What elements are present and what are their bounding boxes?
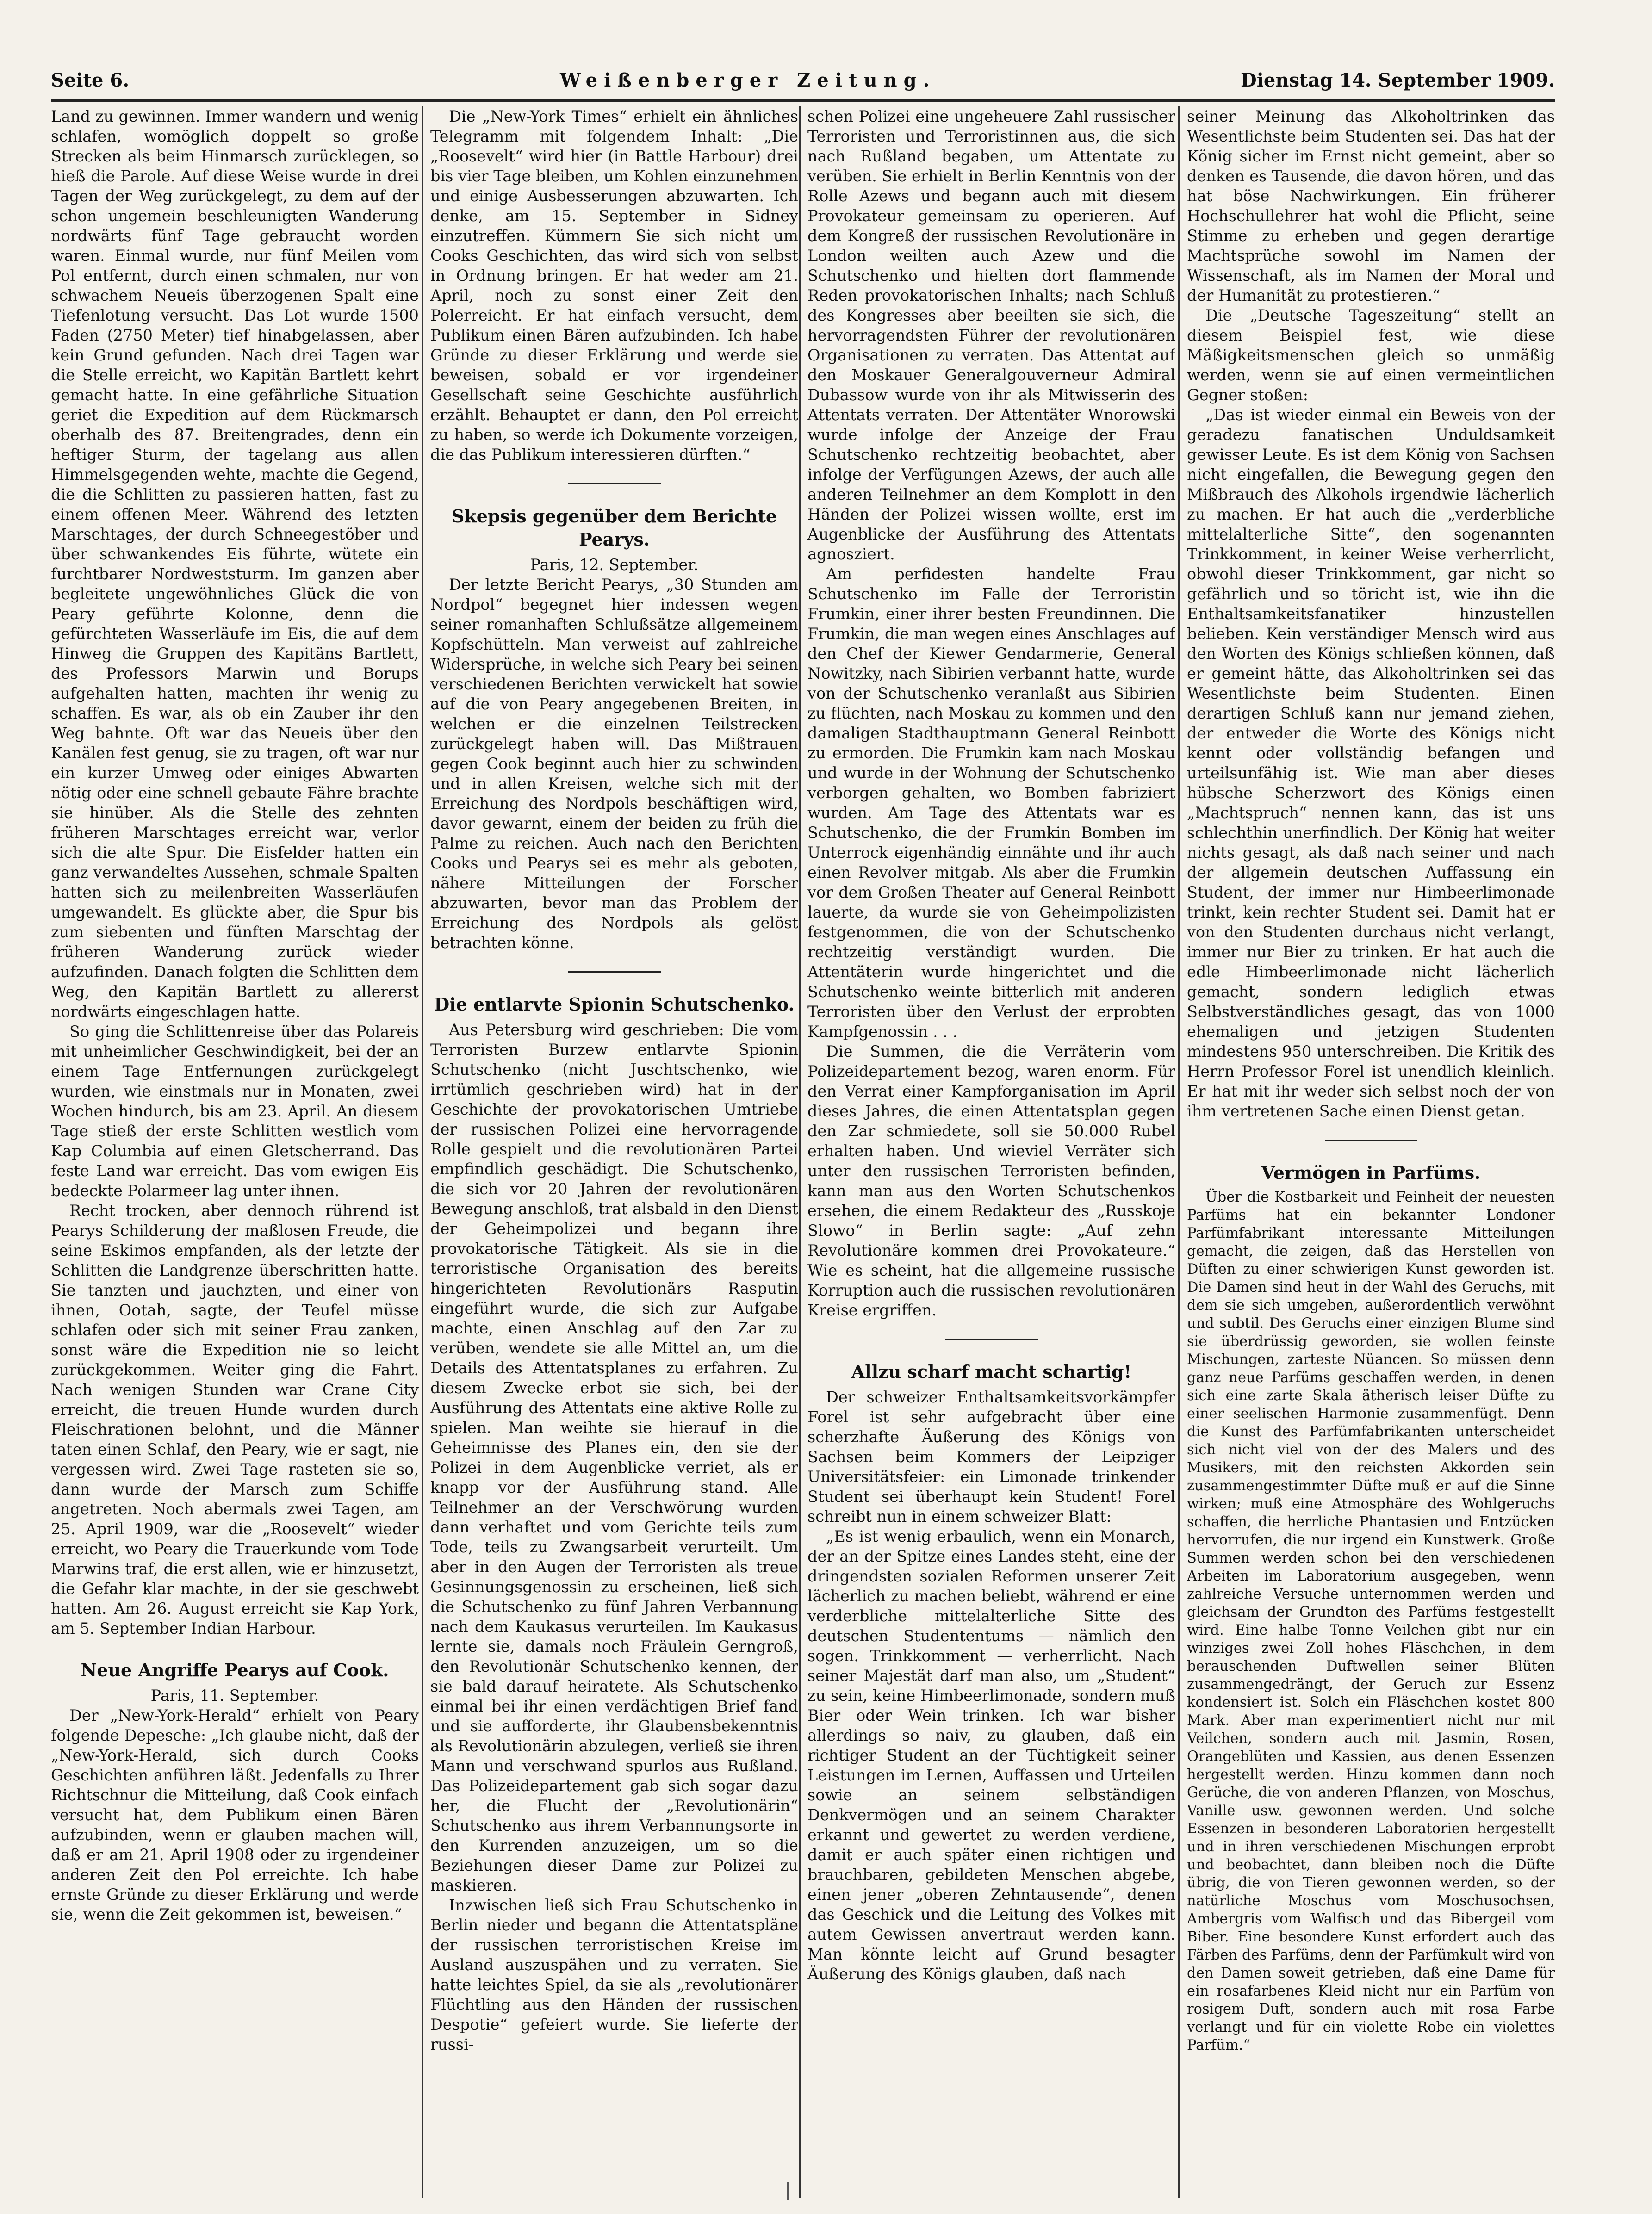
section-separator (1325, 1140, 1417, 1141)
article-dateline: Paris, 11. September. (150, 1687, 319, 1705)
article-paragraph: Inzwischen ließ sich Frau Schutschenko in Berlin nieder und begann die Attentatspläne der russischen terroristischen Kreise im Ausland auszuspähen und zu verraten. Sie hatte leichtes Spiel, da sie als „revolutionärer Flüchtling aus den Händen der russischen Despotie“ gefeiert wurde. Sie lieferte der russi- (430, 1896, 798, 2053)
header-divider (51, 99, 1555, 102)
article-paragraph: So ging die Schlittenreise über das Polareis mit unheimlicher Geschwindigkeit, bei der an einem Tage Entfernungen zurückgelegt wurden, wie einstmals nur in Monaten, zwei Wochen hindurch, bis am 23. April. An diesem Tage stieß der erste Schlitten westlich vom Kap Columbia auf einen Gletscherrand. Das feste Land war erreicht. Das vom ewigen Eis bedeckte Polarmeer lag unter ihnen. (51, 1023, 419, 1200)
section-separator (568, 971, 661, 973)
article-headline: Neue Angriffe Pearys auf Cook. (81, 1660, 389, 1681)
article-paragraph: „Es ist wenig erbaulich, wenn ein Monarch, der an der Spitze eines Landes steht, eine der dringendsten sozialen Reformen unserer Zeit lächerlich zu machen beliebt, während er eine verderbliche mittelalterliche Sitte des deutschen Studententums — nämlich den sogen. Trinkkomment — verherrlicht. Nach seiner Majestät darf man also, um „Student“ zu sein, keine Himbeerlimonade, sondern muß Bier oder Wein trinken. Ich war bisher allerdings so naiv, zu glauben, daß ein richtiger Student an der Tüchtigkeit seiner Leistungen im Lernen, Auffassen und Urteilen sowie an seinem selbständigen Denkvermögen und an seinem Charakter erkannt und gewertet zu werden verdiene, damit er auch später einen richtigen und brauchbaren, gebildeten Menschen abgebe, einen jener „oberen Zehntausende“, denen das Geschick und die Leitung des Volkes mit autem Gewissen anvertraut werden kann. Man könnte leicht auf Grund besagter Äußerung des Königs glauben, daß nach (807, 1527, 1175, 1983)
article-paragraph: „Das ist wieder einmal ein Beweis von der geradezu fanatischen Unduldsamkeit gewisser Leute. Es ist dem König von Sachsen nicht eingefallen, die Bewegung gegen den Mißbrauch des Alkohols irgendwie lächerlich zu machen. Er hat auch die „verderbliche mittelalterliche Sitte“, den sogenannten Trinkkomment, in keiner Weise verherrlicht, obwohl dieser Trinkkomment, gar nicht so gefährlich und so töricht ist, wie ihn die Enthaltsamkeitsfanatiker hinzustellen belieben. Kein verständiger Mensch wird aus den Worten des Königs schließen können, daß er gemeint hätte, das Alkoholtrinken sei das Wesentlichste beim Studenten. Einen derartigen Schluß kann nur jemand ziehen, der entweder die Worte des Königs nicht kennt oder vollständig befangen und urteilsunfähig ist. Wie man aber dieses hübsche Scherzwort des Königs einen „Machtspruch“ nennen kann, das ist uns schlechthin unerfindlich. Der König hat weiter nichts gesagt, als daß nach seiner und nach der allgemein deutschen Auffassung ein Student, der immer nur Himbeerlimonade trinkt, kein rechter Student sei. Damit hat er von den Studenten durchaus nicht verlangt, immer nur Bier zu trinken. Er hat auch die edle Himbeerlimonade nicht lächerlich gemacht, sondern lediglich etwas Selbstverständliches gesagt, das von 1000 ehemaligen und jetzigen Studenten mindestens 950 unterschreiben. Die Kritik des Herrn Professor Forel ist unendlich kleinlich. Er hat mit ihr weder sich selbst noch der von ihm vertretenen Sache einen Dienst getan. (1187, 406, 1555, 1120)
article-paragraph: Der schweizer Enthaltsamkeitsvorkämpfer Forel ist sehr aufgebracht über eine scherzhafte Äußerung des Königs von Sachsen beim Kommers der Leipziger Universitätsfeier: ein Limonade trinkender Student sei überhaupt kein Student! Forel schreibt nun in einem schweizer Blatt: (807, 1388, 1175, 1526)
article-headline: Die entlarvte Spionin Schutschenko. (434, 994, 795, 1015)
section-separator (945, 1339, 1038, 1340)
page-number: Seite 6. (51, 69, 130, 91)
column-divider (799, 106, 801, 2198)
article-paragraph: Aus Petersburg wird geschrieben: Die vom Terroristen Burzew entlarvte Spionin Schutschenko (nicht Juschtschenko, wie irrtümlich geschrieben wird) hat in der Geschichte der provokatorischen Umtriebe der russischen Polizei eine hervorragende Rolle gespielt und die revolutionären Partei empfindlich geschädigt. Die Schutschenko, die sich vor 20 Jahren der revolutionären Bewegung anschloß, trat alsbald in den Dienst der Geheimpolizei und begann ihre provokatorische Tätigkeit. Als sie in die terroristische Organisation des bereits hingerichteten Revolutionärs Rasputin eingeführt wurde, die sich zur Aufgabe machte, einen Anschlag auf den Zar zu verüben, wendete sie alle Mittel an, um die Details des Attentatsplanes zu erfahren. Zu diesem Zwecke erbot sie sich, bei der Ausführung des Attentats eine aktive Rolle zu spielen. Man weihte sie hierauf in die Geheimnisse des Planes ein, den sie der Polizei in dem Augenblicke verriet, als er knapp vor der Ausführung stand. Alle Teilnehmer an der Verschwörung wurden dann verhaftet und vom Gerichte teils zum Tode, teils zu Zwangsarbeit verurteilt. Um aber in den Augen der Terroristen als treue Gesinnungsgenossin zu erscheinen, ließ sich die Schutschenko zu fünf Jahren Verbannung nach dem Kaukasus verurteilen. Im Kaukasus lernte sie, damals noch Fräulein Gerngroß, den Revolutionär Schutschenko kennen, der sie bald darauf heiratete. Als Schutschenko einmal bei ihr einen verdächtigen Brief fand und sie aufforderte, ihr Glaubensbekenntnis als Revolutionärin abzulegen, verließ sie ihren Mann und verschwand spurlos aus Rußland. Das Polizeidepartement gab sich sogar dazu her, die Flucht der „Revolutionärin“ Schutschenko aus ihrem Verbannungsorte in den Kurrenden anzuzeigen, um so die Beziehungen dieser Dame zur Polizei zu maskieren. (430, 1021, 798, 1894)
section-separator (568, 483, 661, 484)
article-headline: Vermögen in Parfüms. (1261, 1162, 1481, 1183)
article-paragraph: Am perfidesten handelte Frau Schutschenko im Falle der Terroristin Frumkin, einer ihrer besten Freundinnen. Die Frumkin, die man wegen eines Anschlages auf den Chef der Kiewer Gendarmerie, General Nowitzky, nach Sibirien verbannt hatte, wurde von der Schutschenko veranlaßt aus Sibirien zu flüchten, nach Moskau zu kommen und den damaligen Stadthauptmann General Reinbott zu ermorden. Die Frumkin kam nach Moskau und wurde in der Wohnung der Schutschenko verborgen gehalten, wo Bomben fabriziert wurden. Am Tage des Attentats war es Schutschenko, die der Frumkin Bomben im Unterrock eigenhändig einnähte und ihr auch einen Revolver mitgab. Als aber die Frumkin vor dem Großen Theater auf General Reinbott lauerte, da wurde sie von Geheimpolizisten festgenommen, die von der Schutschenko rechtzeitig verständigt wurden. Die Attentäterin wurde hingerichtet und die Schutschenko weinte bitterlich mit anderen Terroristen über den Verlust der erprobten Kampfgenossin . . . (807, 565, 1175, 1041)
article-paragraph: Recht trocken, aber dennoch rührend ist Pearys Schilderung der maßlosen Freude, die seine Eskimos empfanden, als der letzte der Schlitten die Landgrenze überschritten hatte. Sie tanzten und jauchzten, und einer von ihnen, Ootah, sagte, der Teufel müsse schlafen oder sich mit seiner Frau zanken, sonst wäre die Expedition nie so leicht zurückgekommen. Weiter ging die Fahrt. Nach wenigen Stunden war Crane City erreicht, die treuen Hunde wurden durch Fleischrationen belohnt, und die Männer taten einen Schlaf, den Peary, wie er sagt, nie vergessen wird. Zwei Tage rasteten sie so, dann wurde der Marsch zum Schiffe angetreten. Noch abermals zwei Tagen, am 25. April 1909, war die „Roosevelt“ wieder erreicht, wo Peary die Trauerkunde vom Tode Marwins traf, die erst allen, wie er hinzusetzt, die Gefahr klar machte, in der sie geschwebt hatten. Am 26. August erreicht sie Kap York, am 5. September Indian Harbour. (51, 1202, 419, 1637)
article-paragraph: Über die Kostbarkeit und Feinheit der neuesten Parfüms hat ein bekannter Londoner Parfümfabrikant interessante Mitteilungen gemacht, die zeigen, daß das Herstellen von Düften zu einer schwierigen Kunst geworden ist. Die Damen sind heut in der Wahl des Geruchs, mit dem sie sich umgeben, außerordentlich verwöhnt und subtil. Des Geruchs einer einzigen Blume sind sie überdrüssig geworden, sie wollen feinste Mischungen, zarteste Nüancen. So müssen denn ganz neue Parfüms geschaffen werden, in denen sich eine zarte Skala ätherisch leiser Düfte zu einer seelischen Harmonie zusammenfügt. Denn die Kunst des Parfümfabrikanten unterscheidet sich nicht viel von der des Malers und des Musikers, mit den reichsten Akkorden sein zusammengestimmter Düfte muß er auf die Sinne wirken; muß eine Atmosphäre des Wohlgeruchs schaffen, die herrliche Phantasien und Entzücken hervorrufen, die nur irgend ein Kunstwerk. Große Summen werden schon bei den verschiedenen Arbeiten im Laboratorium ausgegeben, wenn zahlreiche Versuche unternommen werden und gleichsam der Grundton des Parfüms festgestellt wird. Eine halbe Tonne Veilchen gibt nur ein winziges zwei Zoll hohes Fläschchen, in dem berauschenden Duftwellen seiner Blüten zusammengedrängt, der Geruch zur Essenz kondensiert ist. Solch ein Fläschchen kostet 800 Mark. Aber man experimentiert nicht nur mit Veilchen, sondern auch mit Jasmin, Rosen, Orangeblüten und Kassien, aus denen Essenzen hergestellt werden. Hinzu kommen dann noch Gerüche, die von anderen Pflanzen, von Moschus, Vanille usw. gewonnen werden. Und solche Essenzen in besonderen Laboratorien hergestellt und in ihren verschiedenen Mischungen erprobt und beobachtet, dann bleiben noch die Düfte übrig, die von Tieren gewonnen werden, so der natürliche Moschus vom Moschusochsen, Ambergris vom Walfisch und das Bibergeil vom Biber. Eine besondere Kunst erfordert auch das Färben des Parfüms, denn der Parfümkult wird von den Damen soweit getrieben, daß eine Dame für ein rosafarbenes Kleid nicht nur ein Parfüm von rosigem Duft, sondern auch mit rosa Farbe verlangt und für ein violette Robe ein violettes Parfüm.“ (1187, 1189, 1555, 2053)
column-3 (807, 106, 1175, 2198)
column-divider (422, 106, 423, 2198)
page-header (51, 69, 1555, 97)
newspaper-title: Weißenberger Zeitung. (560, 69, 936, 91)
article-paragraph: Die Summen, die die Verräterin vom Polizeidepartement bezog, waren enorm. Für den Verrat einer Kampforganisation im April dieses Jahres, die einen Attentatsplan gegen den Zar schmiedete, soll sie 50.000 Rubel erhalten haben. Und wieviel Verräter sich unter den russischen Terroristen befinden, kann man aus den Worten Schutschenkos ersehen, die einem Redakteur des „Russkoje Slowo“ in Berlin sagte: „Auf zehn Revolutionäre kommen drei Provokateure.“ Wie es scheint, hat die allgemeine russische Korruption auch die russischen revolutionären Kreise ergriffen. (807, 1042, 1175, 1319)
issue-date: Dienstag 14. September 1909. (1241, 69, 1555, 91)
article-paragraph: Die „Deutsche Tageszeitung“ stellt an diesem Beispiel fest, wie diese Mäßigkeitsmenschen gleich so unmäßig werden, wenn sie auf einen vermeintlichen Gegner stoßen: (1187, 306, 1555, 404)
column-2 (430, 106, 798, 2198)
article-dateline: Paris, 12. September. (530, 556, 699, 574)
article-headline: Skepsis gegenüber dem Berichte Pearys. (451, 506, 777, 550)
article-paragraph: Die „New-York Times“ erhielt ein ähnliches Telegramm mit folgendem Inhalt: „Die „Roosevelt“ wird hier (in Battle Harbour) drei bis vier Tage bleiben, um Kohlen einzunehmen und einige Ausbesserungen abzuwarten. Ich denke, am 15. September in Sidney einzutreffen. Kümmern Sie sich nicht um Cooks Geschichten, das wird sich von selbst in Ordnung bringen. Er hat weder am 21. April, noch zu sonst einer Zeit den Polerreicht. Er hat einfach versucht, dem Publikum einen Bären aufzubinden. Ich habe Gründe zu dieser Erklärung und werde sie beweisen, sobald er vor irgendeiner Gesellschaft seine Geschichte ausführlich erzählt. Behauptet er dann, den Pol erreicht zu haben, so werde ich Dokumente vorzeigen, die das Publikum interessieren dürften.“ (430, 107, 798, 464)
article-paragraph: schen Polizei eine ungeheuere Zahl russischer Terroristen und Terroristinnen aus, die sich nach Rußland begaben, um Attentate zu verüben. Sie erhielt in Berlin Kenntnis von der Rolle Azews und begann auch mit diesem Provokateur gemeinsam zu operieren. Auf dem Kongreß der russischen Revolutionäre in London weilten auch Azew und die Schutschenko und hielten dort flammende Reden provokatorischen Inhalts; nach Schluß des Kongresses aber beeilten sie sich, die hervorragendsten Führer der revolutionären Organisationen zu verraten. Das Attentat auf den Moskauer Generalgouverneur Admiral Dubassow wurde von ihr als Mitwisserin des Attentats verraten. Der Attentäter Wnorowski wurde infolge der Anzeige der Frau Schutschenko rechtzeitig beobachtet, aber infolge der Verfügungen Azews, der auch alle anderen Teilnehmer an dem Komplott in den Händen der Polizei wissen wollte, erst im Augenblicke der Ausführung des Attentats agnosziert. (807, 107, 1175, 563)
article-paragraph: Der letzte Bericht Pearys, „30 Stunden am Nordpol“ begegnet hier indessen wegen seiner romanhaften Schlußsätze allgemeinem Kopfschütteln. Man verweist auf zahlreiche Widersprüche, in welche sich Peary bei seinen verschiedenen Berichten verwickelt hat sowie auf die von Peary angegebenen Breiten, in welchen er die einzelnen Teilstrecken zurückgelegt haben will. Das Mißtrauen gegen Cook beginnt auch hier zu schwinden und in allen Kreisen, welche sich mit der Erreichung des Nordpols beschäftigen wird, davor gewarnt, einem der beiden zu früh die Palme zu reichen. Auch nach den Berichten Cooks und Pearys sei es mehr als geboten, nähere Mitteilungen der Forscher abzuwarten, bevor man das Problem der Erreichung des Nordpols als gelöst betrachten könne. (430, 576, 798, 952)
article-paragraph: Der „New-York-Herald“ erhielt von Peary folgende Depesche: „Ich glaube nicht, daß der „New-York-Herald, sich durch Cooks Geschichten anführen läßt. Jedenfalls zu Ihrer Richtschnur die Mitteilung, daß Cook einfach versucht hat, dem Publikum einen Bären aufzubinden, wenn er glauben machen will, daß er am 21. April 1908 oder zu irgendeiner anderen Zeit den Pol erreichte. Ich habe ernste Gründe zu dieser Erklärung und werde sie, wenn die Zeit gekommen ist, beweisen.“ (51, 1706, 419, 1923)
page-footer-mark (787, 2182, 789, 2200)
article-paragraph: Land zu gewinnen. Immer wandern und wenig schlafen, womöglich doppelt so große Strecken als beim Hinmarsch zurücklegen, so hieß die Parole. Auf diese Weise wurde in drei Tagen der Weg zurückgelegt, zu dem auf der schon ungemein beschleunigten Wanderung nordwärts fünf Tage gebraucht worden waren. Einmal wurde, nur fünf Meilen vom Pol entfernt, durch einen schmalen, nur von schwachem Neueis überzogenen Spalt eine Tiefenlotung versucht. Das Lot wurde 1500 Faden (2750 Meter) tief hinabgelassen, aber kein Grund gefunden. Nach drei Tagen war die Stelle erreicht, wo Kapitän Bartlett kehrt gemacht hatte. In eine gefährliche Situation geriet die Expedition auf dem Rückmarsch oberhalb des 87. Breitengrades, denn ein heftiger Sturm, der tagelang aus allen Himmelsgegenden wehte, machte die Gegend, die die Schlitten zu passieren hatten, fast zu einem offenen Meer. Während des letzten Marschtages, der durch Schneegestöber und über schwankendes Eis führte, wütete ein furchtbarer Nordweststurm. Im ganzen aber begleitete ungewöhnliches Glück die von Peary geführte Kolonne, denn die gefürchteten Wasserläufe im Eis, die auf dem Hinweg die Gruppen des Kapitäns Bartlett, des Professors Marwin und Borups aufgehalten hatten, machten ihr wenig zu schaffen. Es war, als ob ein Zauber ihr den Weg bahnte. Oft war das Neueis über den Kanälen fest genug, sie zu tragen, oft war nur ein kurzer Umweg oder einiges Abwarten nötig oder eine schnell gebaute Fähre brachte sie hinüber. Als die Stelle des zehnten früheren Marschtages erreicht war, verlor sich die alte Spur. Die Eisfelder hatten ein ganz verwandeltes Aussehen, schmale Spalten hatten sich zu meilenbreiten Wasserläufen umgewandelt. Es glückte aber, die Spur bis zum siebenten und fünften Marschtag der früheren Wanderung zurück wieder aufzufinden. Danach folgten die Schlitten dem Weg, den Kapitän Bartlett zu allererst nordwärts eingeschlagen hatte. (51, 107, 419, 1021)
column-1 (51, 106, 419, 2198)
column-divider (1178, 106, 1180, 2198)
article-headline: Allzu scharf macht schartig! (851, 1361, 1132, 1382)
article-paragraph: seiner Meinung das Alkoholtrinken das Wesentlichste beim Studenten sei. Das hat der König sicher im Ernst nicht gemeint, aber so denken es Tausende, die davon hören, und das hat böse Nachwirkungen. Ein früherer Hochschullehrer hat wohl die Pflicht, seine Stimme zu erheben und gegen derartige Machtsprüche sowohl im Namen der Wissenschaft, als im Namen der Moral und der Humanität zu protestieren.“ (1187, 107, 1555, 304)
column-4 (1187, 106, 1555, 2198)
